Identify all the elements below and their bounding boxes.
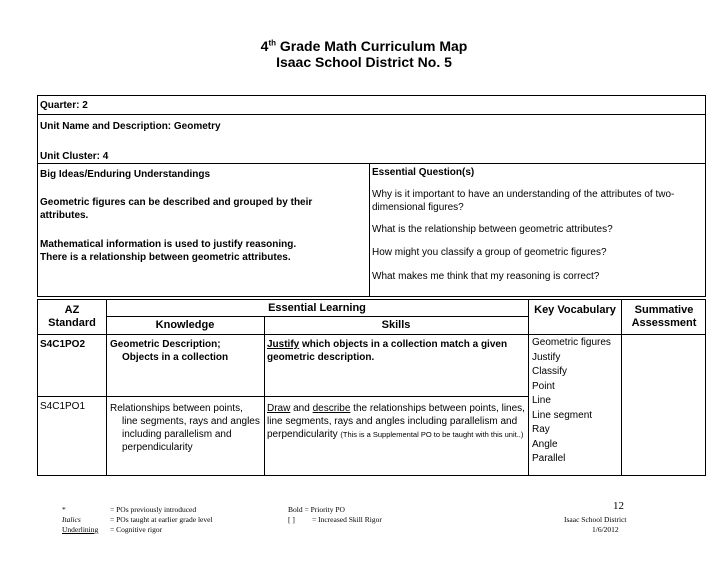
vocab-item: Point (532, 380, 555, 392)
vocab-item: Line (532, 395, 551, 406)
skill-text: Justify which objects in a collection match a given geometric description. (267, 339, 508, 363)
legend-symbol: Underlining (62, 525, 99, 534)
vocab-item: Classify (532, 366, 568, 377)
knowledge-text: Geometric Description; Objects in a collection (110, 339, 229, 363)
standard-code: S4C1PO1 (40, 401, 86, 412)
knowledge-header: Knowledge (155, 319, 215, 331)
legend-meaning: = POs previously introduced (110, 505, 197, 514)
legend-meaning: = POs taught at earlier grade level (110, 515, 213, 524)
quarter-box (37, 95, 706, 115)
essential-question-item: How might you classify a group of geometric figures? (372, 247, 607, 258)
quarter-label: Quarter: 2 (40, 100, 88, 111)
vocab-item: Geometric figures (532, 337, 611, 348)
essential-question-item: What makes me think that my reasoning is correct? (372, 271, 600, 282)
vocab-item: Justify (532, 351, 561, 363)
vocab-item: Ray (532, 424, 550, 435)
essential-question-item: What is the relationship between geometric attributes? (372, 224, 613, 235)
essential-learning-header: Essential Learning (268, 302, 366, 314)
standard-code: S4C1PO2 (40, 339, 86, 350)
summative-header: Summative Assessment (631, 304, 697, 329)
vocab-item: Angle (532, 438, 558, 450)
vocabulary-list (532, 336, 620, 467)
district-title: Isaac School District No. 5 (276, 54, 452, 70)
bracket-note: = Increased Skill Rigor (312, 515, 382, 524)
big-ideas-heading: Big Ideas/Enduring Understandings (40, 169, 211, 180)
unit-name-label: Unit Name and Description: Geometry (40, 121, 221, 132)
essential-question-item: Why is it important to have an understanding of the attributes of two-dimensional figures? (372, 189, 675, 213)
essential-questions-heading: Essential Question(s) (372, 167, 475, 178)
legend-meaning: = Cognitive rigor (110, 525, 163, 534)
footer-district: Isaac School District (564, 515, 627, 524)
skill-text: Draw and describe the relationships between points, lines, line segments, rays and angles including parallelism and perpendicularity (This is a Supplemental PO to be taught with this unit..) (267, 403, 525, 440)
knowledge-text: Relationships between points, line segments, rays and angles including parallelism and perpendicularity (110, 403, 260, 453)
vocabulary-header: Key Vocabulary (534, 304, 616, 316)
vocab-item: Line segment (532, 409, 593, 421)
legend-symbol: Italics (62, 515, 81, 524)
unit-cluster-label: Unit Cluster: 4 (40, 151, 109, 162)
bracket-symbol: [ ] (288, 515, 295, 524)
page-title: 4th Grade Math Curriculum Map (260, 38, 468, 54)
legend-symbol: * (62, 505, 66, 514)
standard-header: AZ Standard (48, 304, 96, 329)
page-number: 12 (613, 500, 624, 512)
big-idea-item: Geometric figures can be described and grouped by their attributes. (40, 197, 313, 221)
big-idea-item: Mathematical information is used to justify reasoning. (40, 239, 297, 250)
footer-date: 1/6/2012 (592, 525, 619, 534)
skills-header: Skills (381, 319, 411, 331)
vocab-item: Parallel (532, 453, 566, 464)
bold-note: Bold = Priority PO (288, 505, 345, 514)
big-idea-item: There is a relationship between geometric attributes. (40, 252, 291, 263)
